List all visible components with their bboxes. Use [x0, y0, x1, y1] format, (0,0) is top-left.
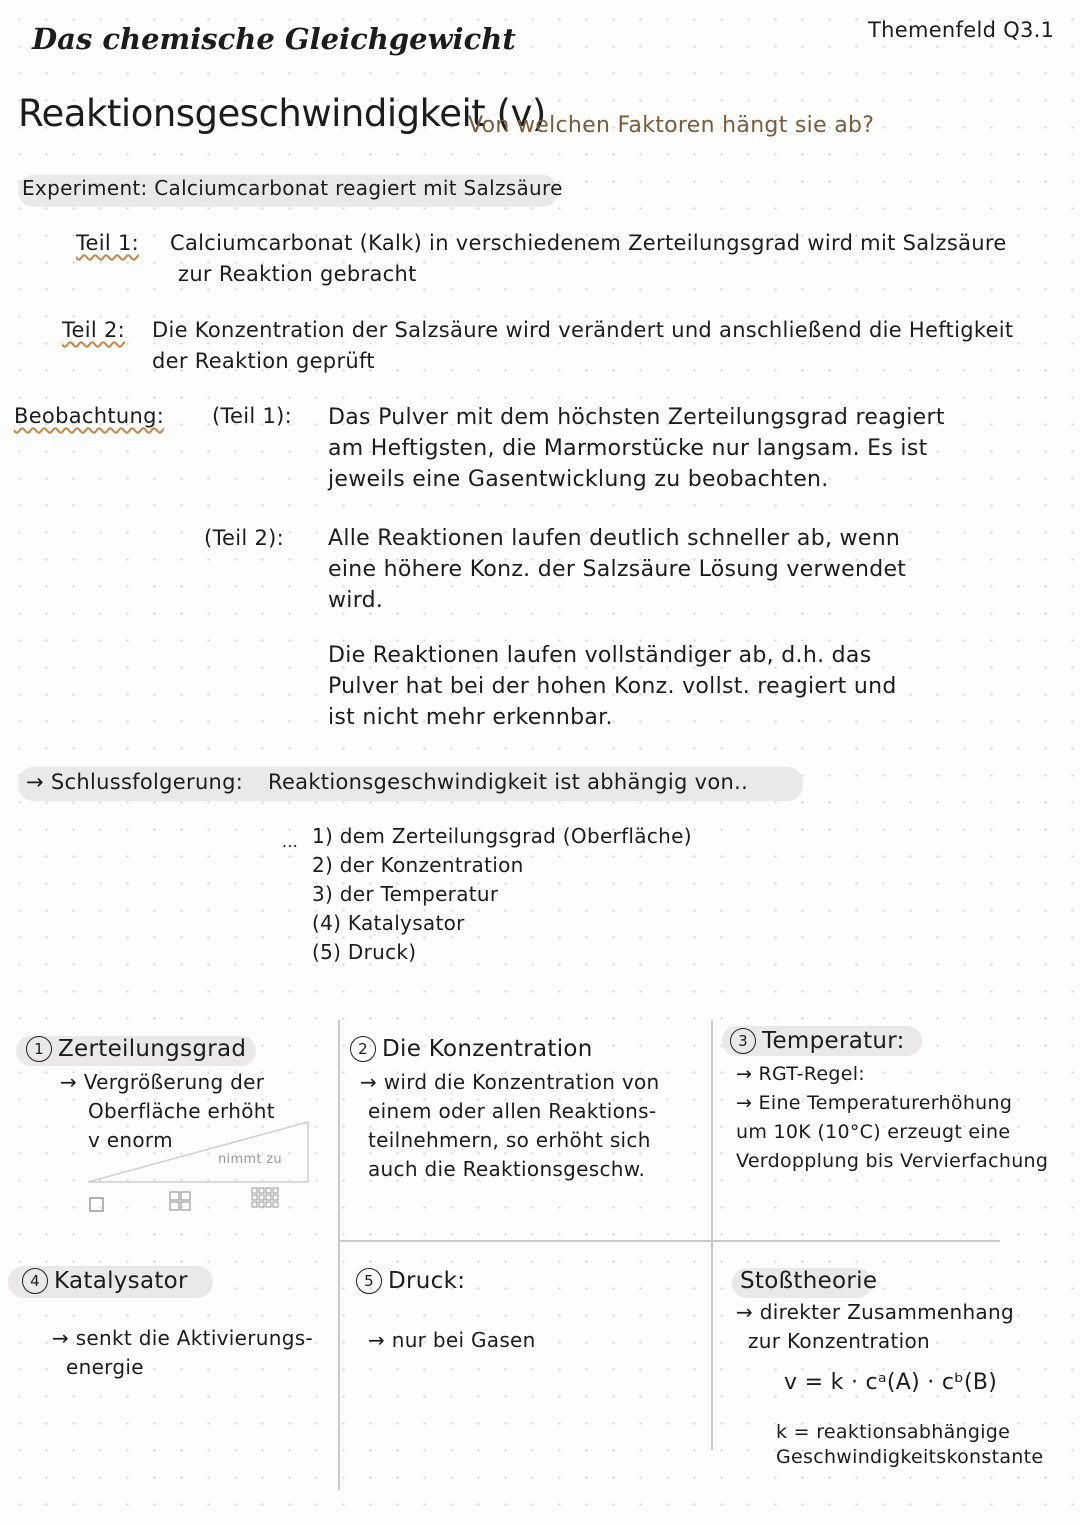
cell4-line: energie — [66, 1355, 144, 1379]
teil1-line: zur Reaktion gebracht — [178, 262, 417, 286]
factor-item: 3) der Temperatur — [312, 882, 499, 906]
factor-item: (4) Katalysator — [312, 911, 465, 935]
beobachtung-teil2-text — [328, 523, 906, 616]
cell6-line: zur Konzentration — [748, 1329, 930, 1353]
teil2-text — [152, 315, 1013, 377]
cell6-def-line: k = reaktionsabhängige — [776, 1421, 1011, 1443]
rate-formula: v = k · cᵃ(A) · cᵇ(B) — [784, 1370, 998, 1395]
beobachtung-teil1-text — [328, 402, 945, 495]
teil2-line: der Reaktion geprüft — [152, 349, 375, 373]
cell1-line: → Vergrößerung der — [60, 1070, 265, 1094]
cell1-line: Oberfläche erhöht — [88, 1099, 275, 1123]
cell3-title — [730, 1028, 905, 1054]
beobachtung-line: eine höhere Konz. der Salzsäure Lösung verwendet — [328, 557, 907, 582]
cell5-title-text: Druck: — [388, 1268, 466, 1294]
cell3-body — [736, 1060, 1048, 1176]
cell1-line: v enorm — [88, 1128, 173, 1152]
number-badge: 3 — [730, 1028, 756, 1054]
cell3-line: Verdopplung bis Vervierfachung — [736, 1150, 1049, 1172]
cell6-body — [736, 1298, 1014, 1356]
cell6-definition — [776, 1420, 1043, 1470]
teil1-text — [170, 228, 1007, 290]
block-large — [90, 1198, 103, 1211]
teil2-line: Die Konzentration der Salzsäure wird verändert und anschließend die Heftigkeit — [152, 318, 1014, 342]
beobachtung-line: Alle Reaktionen laufen deutlich schneller ab, wenn — [328, 526, 901, 551]
schluss-text: Reaktionsgeschwindigkeit ist abhängig von.. — [268, 770, 749, 794]
beobachtung-line: Die Reaktionen laufen vollständiger ab, d.h. das — [328, 643, 872, 668]
cell2-line: → wird die Konzentration von — [360, 1070, 660, 1094]
cell4-title — [22, 1268, 188, 1294]
block-medium — [170, 1202, 179, 1210]
cell4-line: → senkt die Aktivierungs- — [52, 1326, 313, 1350]
beobachtung-label: Beobachtung: — [14, 404, 165, 428]
number-badge: 5 — [356, 1268, 382, 1294]
teil1-label: Teil 1: — [76, 231, 140, 255]
grid-divider — [338, 1020, 340, 1490]
page-title: Das chemische Gleichgewicht — [32, 22, 516, 56]
beobachtung-line: Das Pulver mit dem höchsten Zerteilungsgrad reagiert — [328, 405, 945, 430]
beobachtung-extra-text — [328, 640, 897, 733]
number-badge: 4 — [22, 1268, 48, 1294]
number-badge: 2 — [350, 1036, 376, 1062]
cell3-line: → RGT-Regel: — [736, 1063, 865, 1085]
experiment-line: Experiment: Calciumcarbonat reagiert mit Salzsäure — [22, 176, 563, 200]
grid-divider — [340, 1240, 1000, 1242]
beobachtung-line: wird. — [328, 588, 384, 613]
beobachtung-teil1-label: (Teil 1): — [212, 404, 293, 428]
cell2-title-text: Die Konzentration — [382, 1036, 593, 1062]
cell3-title-text: Temperatur: — [762, 1028, 905, 1054]
beobachtung-line: jeweils eine Gasentwicklung zu beobachten. — [328, 467, 829, 492]
cell4-body — [52, 1324, 313, 1382]
cell6-line: → direkter Zusammenhang — [736, 1300, 1014, 1324]
block-medium — [170, 1192, 179, 1200]
block-small-group — [252, 1188, 278, 1207]
factor-item: 2) der Konzentration — [312, 853, 524, 877]
cell3-line: um 10K (10°C) erzeugt eine — [736, 1121, 1011, 1143]
beobachtung-line: ist nicht mehr erkennbar. — [328, 705, 613, 730]
cell1-title — [26, 1036, 246, 1062]
zerteilungsgrad-diagram — [80, 1118, 315, 1218]
cell5-line: → nur bei Gasen — [368, 1328, 536, 1352]
block-medium — [181, 1202, 190, 1210]
beobachtung-line: Pulver hat bei der hohen Konz. vollst. reagiert und — [328, 674, 897, 699]
schluss-list — [312, 822, 692, 967]
triangle-label: nimmt zu — [218, 1152, 282, 1167]
block-medium — [181, 1192, 190, 1200]
factor-item: 1) dem Zerteilungsgrad (Oberfläche) — [312, 824, 692, 848]
number-badge: 1 — [26, 1036, 52, 1062]
cell2-title — [350, 1036, 593, 1062]
cell4-title-text: Katalysator — [54, 1268, 188, 1294]
cell5-title — [356, 1268, 465, 1294]
guiding-question: Von welchen Faktoren hängt sie ab? — [468, 113, 875, 138]
cell3-line: → Eine Temperaturerhöhung — [736, 1092, 1013, 1114]
cell2-line: teilnehmern, so erhöht sich — [368, 1128, 651, 1152]
cell5-body — [368, 1326, 536, 1355]
beobachtung-line: am Heftigsten, die Marmorstücke nur langsam. Es ist — [328, 436, 928, 461]
cell1-title-text: Zerteilungsgrad — [58, 1036, 247, 1062]
schluss-label: → Schlussfolgerung: — [26, 770, 244, 794]
beobachtung-teil2-label: (Teil 2): — [204, 526, 285, 550]
cell2-line: einem oder allen Reaktions- — [368, 1099, 657, 1123]
teil1-line: Calciumcarbonat (Kalk) in verschiedenem Zerteilungsgrad wird mit Salzsäure — [170, 231, 1007, 255]
cell2-body — [360, 1068, 660, 1184]
section-heading: Reaktionsgeschwindigkeit (v) — [18, 92, 546, 135]
grid-divider — [711, 1020, 713, 1450]
cell6-title: Stoßtheorie — [740, 1268, 878, 1294]
teil2-label: Teil 2: — [62, 318, 126, 342]
schluss-dots: ... — [282, 832, 299, 851]
factor-item: (5) Druck) — [312, 940, 417, 964]
cell6-def-line: Geschwindigkeitskonstante — [776, 1446, 1044, 1468]
theme-label: Themenfeld Q3.1 — [868, 18, 1055, 42]
cell2-line: auch die Reaktionsgeschw. — [368, 1157, 646, 1181]
